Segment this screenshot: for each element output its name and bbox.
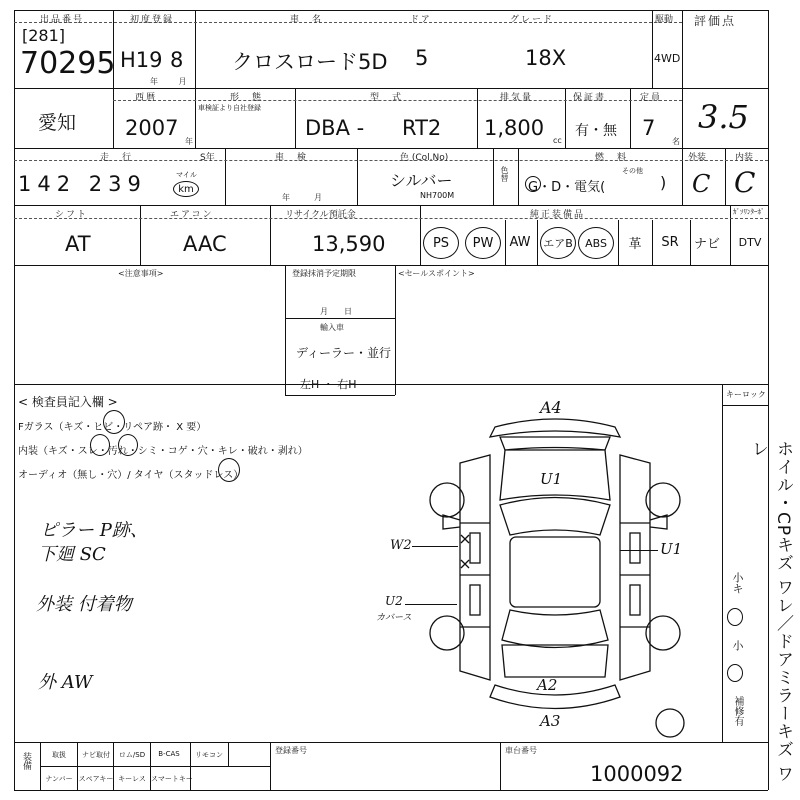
mark-u2-note: カバース xyxy=(376,613,412,623)
capacity-label: 定員 xyxy=(640,93,663,103)
equipment-label: 純正装備品 xyxy=(530,210,586,220)
inspection-interior-line: 内装（キズ・スレ・汚れ・シミ・コゲ・穴・キレ・破れ・剥れ） xyxy=(18,446,308,457)
shift-value: AT xyxy=(65,232,91,256)
car-name-label: 車 名 xyxy=(290,15,324,25)
lot-number: 70295 xyxy=(20,46,116,81)
first-reg-year: H19 xyxy=(120,48,163,72)
equipment-item: ABS xyxy=(578,227,614,259)
chassis-number: 1000092 xyxy=(590,762,684,786)
side-small-1: 小キ xyxy=(731,572,744,594)
equipment-item: 革 xyxy=(628,236,642,252)
color-label: 色 (Col.No) xyxy=(400,153,449,163)
s-year-label: S年 xyxy=(200,153,215,163)
mark-u1-right: U1 xyxy=(660,540,683,558)
side-circle-2 xyxy=(727,664,743,682)
drive-value: 4WD xyxy=(654,52,681,65)
side-damage-text: ホイル・CPキズ ワレ／ドアミラーキズ ワレ xyxy=(748,440,793,783)
exterior-label: 外装 xyxy=(688,153,707,163)
mark-a2: A2 xyxy=(537,676,558,694)
score-value: 3.5 xyxy=(698,98,749,136)
fuel-options: G・D・電気( xyxy=(528,180,606,195)
side-small-3: 補修有 xyxy=(732,696,743,726)
fuel-close: ) xyxy=(660,173,667,192)
extra-label: ｶﾞｿﾘﾝﾀｰﾎﾞ xyxy=(733,208,765,216)
grade-value: 18X xyxy=(525,46,567,70)
fuel-label: 燃 料 xyxy=(595,153,629,163)
year-value: 2007 xyxy=(125,116,179,140)
equipment-item: DTV xyxy=(738,235,762,249)
shift-label: シフト xyxy=(55,210,89,220)
drive-label: 駆動 xyxy=(655,15,674,25)
cc-label: 排気量 xyxy=(500,93,534,103)
model-label: 型 式 xyxy=(370,93,404,103)
inspection-glass-line: Fガラス（キズ・ヒビ・リペア跡・ X 要） xyxy=(18,422,207,433)
footer-equipment-item: ナンバー xyxy=(45,775,73,783)
model-prefix: DBA - xyxy=(305,116,365,140)
side-circle-1 xyxy=(727,608,743,626)
region: 愛知 xyxy=(38,112,77,134)
interior-dirt-circle xyxy=(118,434,138,456)
equipment-item: AW xyxy=(509,234,531,250)
import-label: 輸入車 xyxy=(320,323,344,332)
form-label: 形 態 xyxy=(230,93,264,103)
footer-equipment-label: 装備 xyxy=(21,752,31,770)
cc-unit: cc xyxy=(553,136,562,145)
dealer-parallel: ディーラー・並行 xyxy=(296,346,392,360)
first-reg-month: 8 xyxy=(170,48,184,72)
lot-code: [281] xyxy=(22,26,66,45)
footer-equipment-item: キーレス xyxy=(118,775,146,783)
deadline-label: 登録抹消予定期限 xyxy=(292,269,356,278)
capacity-value: 7 xyxy=(642,116,656,140)
interior-value: C xyxy=(734,166,756,199)
mileage-label: 走 行 xyxy=(100,153,134,163)
equipment-item: PW xyxy=(465,227,501,259)
footer-equipment-item: ナビ取付 xyxy=(82,751,110,759)
footer-equipment-item: スマートキー xyxy=(151,775,193,783)
year-label: 西暦 xyxy=(135,93,158,103)
first-reg-label: 初度登録 xyxy=(130,15,175,25)
side-small-2: 小 xyxy=(731,640,744,651)
model-code: RT2 xyxy=(402,116,442,140)
interior-label: 内装 xyxy=(735,153,754,163)
form-note: 車検証より自社登録 xyxy=(198,104,261,112)
hand-note-under: 下廻 SC xyxy=(38,544,106,565)
inspection-title: < 検査員記入欄 > xyxy=(18,395,118,409)
color-value: シルバー xyxy=(390,171,453,190)
cc-value: 1,800 xyxy=(484,116,545,140)
equipment-item: ナビ xyxy=(693,236,720,252)
doors-value: 5 xyxy=(415,46,429,70)
year-unit: 年 xyxy=(185,137,193,146)
mark-w2: W2 xyxy=(390,538,412,553)
equipment-item: PS xyxy=(423,227,459,259)
chassis-label: 車台番号 xyxy=(505,746,537,755)
fuel-other-label: その他 xyxy=(622,167,643,175)
mark-a3: A3 xyxy=(540,712,561,730)
sales-point-label: <セールスポイント> xyxy=(398,269,475,278)
capacity-unit: 名 xyxy=(672,137,680,146)
recycle-label: リサイクル預託金 xyxy=(285,210,356,220)
mileage-unit-km: km xyxy=(173,181,199,197)
inspection-audio-line: オーディオ（無し・穴）/ タイヤ（スタッドレス） xyxy=(18,470,244,481)
mark-u1-top: U1 xyxy=(540,470,563,488)
exterior-value: C xyxy=(692,170,711,198)
equipment-item: SR xyxy=(661,234,679,250)
hand-note-aw: 外 AW xyxy=(38,672,93,693)
interior-scratch-circle xyxy=(90,434,110,456)
footer-equipment-item: ロム/SD xyxy=(118,751,146,759)
aircon-value: AAC xyxy=(183,232,227,256)
aircon-label: エアコン xyxy=(170,210,214,220)
first-reg-units: 年 月 xyxy=(150,77,187,86)
doors-label: ドア xyxy=(410,15,432,25)
warranty-value: 有・無 xyxy=(575,123,617,139)
handle-side: 左H ・ 右H xyxy=(300,378,357,391)
mileage-unit-mile: マイル xyxy=(176,171,197,179)
footer-equipment-item: リモコン xyxy=(195,751,223,759)
score-label: 評価点 xyxy=(694,14,737,28)
inspection-label: 車 検 xyxy=(275,153,309,163)
inspection-units: 年 月 xyxy=(282,193,322,202)
footer-equipment-item: B-CAS xyxy=(158,750,180,758)
keylock-label: キーロック xyxy=(726,390,766,399)
footer-equipment-item: 取扱 xyxy=(52,751,66,759)
reg-number-label: 登録番号 xyxy=(275,746,307,755)
deadline-month-day: 月 日 xyxy=(320,307,352,316)
grade-label: グレード xyxy=(510,15,555,25)
equipment-item: エアB xyxy=(540,227,576,259)
mark-a4: A4 xyxy=(540,398,562,417)
recycle-value: 13,590 xyxy=(312,232,386,256)
hand-note-exterior: 外装 付着物 xyxy=(36,594,132,615)
footer-equipment-item: スペアキー xyxy=(78,775,114,783)
caution-label: <注意事項> xyxy=(118,269,164,278)
warranty-label: 保証書 xyxy=(573,93,607,103)
lot-label: 出品番号 xyxy=(40,15,85,25)
tire-studless-circle xyxy=(218,458,240,482)
color-change-label: 色替 xyxy=(500,166,509,182)
mark-u2: U2 xyxy=(385,594,403,608)
car-name: クロスロード5D xyxy=(232,50,388,74)
color-code: NH700M xyxy=(420,191,455,200)
mileage-value: 142 239 xyxy=(18,172,147,196)
hand-note-pillar: ピラー P跡、 xyxy=(40,520,148,541)
glass-scratch-circle xyxy=(103,410,125,434)
